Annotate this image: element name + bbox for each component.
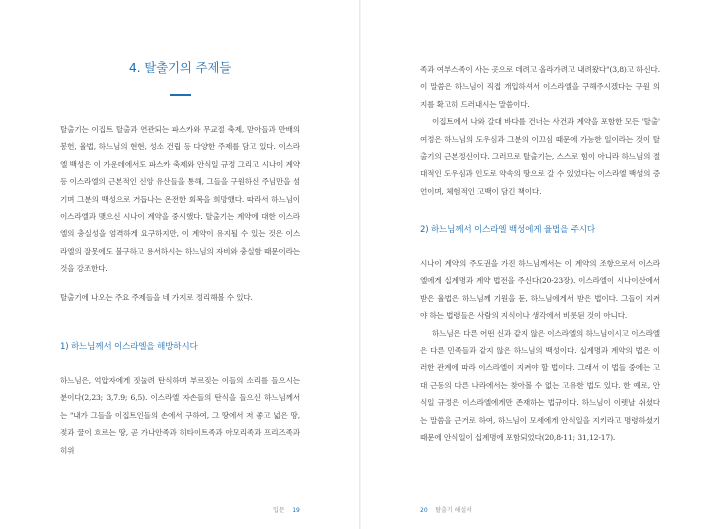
title-underline	[170, 94, 191, 96]
summary-paragraph	[60, 289, 300, 306]
intro-paragraph	[60, 121, 300, 278]
left-folio	[273, 505, 300, 514]
summary-text: 탈출기에 나오는 주요 주제들을 네 가지로 정리해볼 수 있다.	[60, 293, 253, 302]
section-2-body	[420, 255, 660, 446]
section-1-paragraph	[60, 372, 300, 459]
chapter-title: 4. 탈출기의 주제들	[128, 60, 232, 75]
right-folio-label: 탈출기 해설서	[435, 507, 472, 514]
section-heading-2: 2) 하느님께서 이스라엘 백성에게 율법을 주시다	[420, 225, 596, 235]
paragraph-2-text: 이집트에서 나와 갈대 바다를 건너는 사건과 계약을 포함한 모든 '탈출' 여정은 하느님의 도우심과 그분의 이끄심 때문에 가능한 일이라는 것이 탈출기의 근본정신이다. 그러므로 탈출기는, 스스로 힘이 아니라 하느님의 절대적인 도우심과 인도로 약속의 땅으로 갈 수 있었다는 이스라엘 백성의 증언이며, 체험적인 고백이 담긴 책이다.	[420, 117, 660, 196]
continued-paragraph	[420, 61, 660, 200]
section-heading-1: 1) 하느님께서 이스라엘을 해방하시다	[60, 342, 198, 352]
right-folio	[420, 505, 472, 514]
section-1-text: 하느님은, 억압자에게 짓눌려 탄식하며 부르짖는 이들의 소리를 들으시는 분이다(2,23; 3,7.9; 6,5). 이스라엘 자손들의 탄식을 들으신 하느님께서는 "내가 그들을 이집트인들의 손에서 구하여, 그 땅에서 저 좋고 넓은 땅, 젖과 꿀이 흐르는 땅, 곧 가나안족과 히타이트족과 아모리족과 프리즈족과 히위	[60, 376, 300, 455]
paragraph-4-text: 하느님은 다른 어떤 신과 같지 않은 이스라엘의 하느님이시고 이스라엘은 다른 민족들과 같지 않은 하느님의 백성이다. 십계명과 계약의 법은 이러한 관계에 따라 이스라엘이 지켜야 할 법이다. 그래서 이 법들 중에는 고대 근동의 다른 나라에서는 찾아볼 수 없는 고유한 법도 있다. 한 예로, 안식일 규정은 이스라엘에게만 존재하는 법규이다. 하느님이 이렛날 쉬셨다는 말씀을 근거로 하여, 하느님이 모세에게 안식일을 지키라고 명령하셨기 때문에 안식일이 십계명에 포함되었다(20,8-11; 31,12-17).	[420, 328, 660, 443]
right-page	[361, 0, 720, 529]
paragraph-3-text: 시나이 계약의 주도권을 가진 하느님께서는 이 계약의 조항으로서 이스라엘에게 십계명과 계약 법전을 주신다(20-23장). 이스라엘이 시나이산에서 받은 율법은 하느님께 기원을 둔, 하느님에게서 받은 법이다. 그들이 지켜야 하는 법령들은 사람의 지식이나 생각에서 비롯된 것이 아니다.	[420, 259, 660, 321]
left-page	[0, 0, 359, 529]
left-page-number: 19	[292, 507, 300, 514]
continued-text: 족과 여부스족이 사는 곳으로 데려고 올라가려고 내려왔다"(3,8)고 하신다. 이 말씀은 하느님이 직접 개입하셔서 이스라엘을 구해주시겠다는 구원 의지를 확고히 드러내시는 말씀이다.	[420, 65, 660, 109]
right-page-number: 20	[420, 507, 428, 514]
left-folio-label: 입문	[273, 507, 285, 514]
intro-text: 탈출기는 이집트 탈출과 연관되는 파스카와 무교절 축제, 맏아들과 만배의 봉헌, 율법, 하느님의 현현, 성소 건립 등 다양한 주제를 담고 있다. 이스라엘 백성은 이 가운데에서도 파스카 축제와 안식일 규정 그리고 시나이 계약 등 이스라엘의 근본적인 신앙 유산들을 통해, 그들을 구원하신 주님만을 섬기며 그분의 백성으로 거듭나는 온전한 회복을 희망했다. 따라서 하느님이 이스라엘과 맺으신 시나이 계약을 중시했다. 탈출기는 계약에 대한 이스라엘의 충실성을 엄격하게 요구하지만, 이 계약이 유지될 수 있는 것은 이스라엘의 잘못에도 불구하고 용서하시는 하느님의 자비와 충실함 때문이라는 것을 강조한다.	[60, 125, 300, 274]
